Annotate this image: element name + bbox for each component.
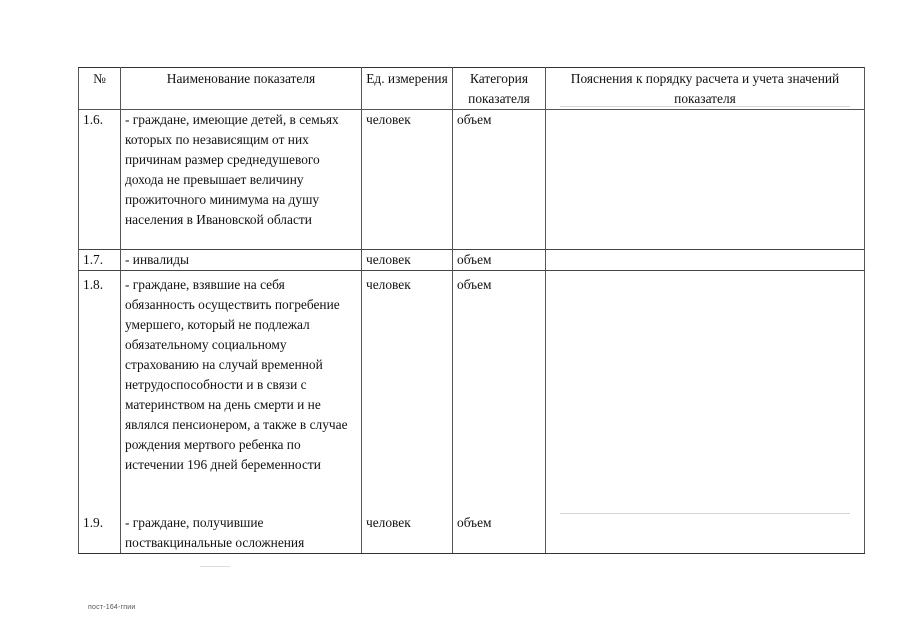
header-unit: Ед. измерения xyxy=(362,68,453,110)
row-unit: человек xyxy=(362,250,453,271)
row-name: - граждане, получившие поствакцинальные осложнения xyxy=(121,513,362,554)
row-num: 1.7. xyxy=(79,250,121,271)
scan-noise xyxy=(560,106,850,107)
row-unit: человек xyxy=(362,513,453,554)
row-num: 1.9. xyxy=(79,513,121,554)
table-row xyxy=(79,250,865,271)
table-header-row xyxy=(79,68,865,110)
table-row xyxy=(79,271,865,514)
indicators-table xyxy=(78,67,865,554)
row-category: объем xyxy=(453,271,546,514)
header-name: Наименование показателя xyxy=(121,68,362,110)
header-num: № xyxy=(79,68,121,110)
row-explanation xyxy=(546,110,865,250)
row-explanation xyxy=(546,250,865,271)
row-num: 1.8. xyxy=(79,271,121,514)
table-row xyxy=(79,110,865,250)
row-explanation xyxy=(546,271,865,514)
row-name: - инвалиды xyxy=(121,250,362,271)
row-name: - граждане, взявшие на себя обязанность осуществить погребение умершего, который не подлежал обязательному социальному страхованию на случай временной нетрудоспособности и в связи с материнством на день смерти и не являлся пенсионером, а также в случае рождения мертвого ребенка по истечении 196 дней беременности xyxy=(121,271,362,514)
row-category: объем xyxy=(453,250,546,271)
footer-code: пост-164-гпии xyxy=(88,604,136,611)
row-category: объем xyxy=(453,110,546,250)
row-unit: человек xyxy=(362,110,453,250)
header-explanation: Пояснения к порядку расчета и учета значений показателя xyxy=(546,68,865,110)
row-num: 1.6. xyxy=(79,110,121,250)
row-category: объем xyxy=(453,513,546,554)
row-name: - граждане, имеющие детей, в семьях которых по независящим от них причинам размер среднедушевого дохода не превышает величину прожиточного минимума на душу населения в Ивановской области xyxy=(121,110,362,250)
scan-noise xyxy=(200,566,230,567)
row-explanation xyxy=(546,513,865,554)
table-row xyxy=(79,513,865,554)
row-unit: человек xyxy=(362,271,453,514)
scan-noise xyxy=(560,513,850,514)
header-category: Категория показателя xyxy=(453,68,546,110)
